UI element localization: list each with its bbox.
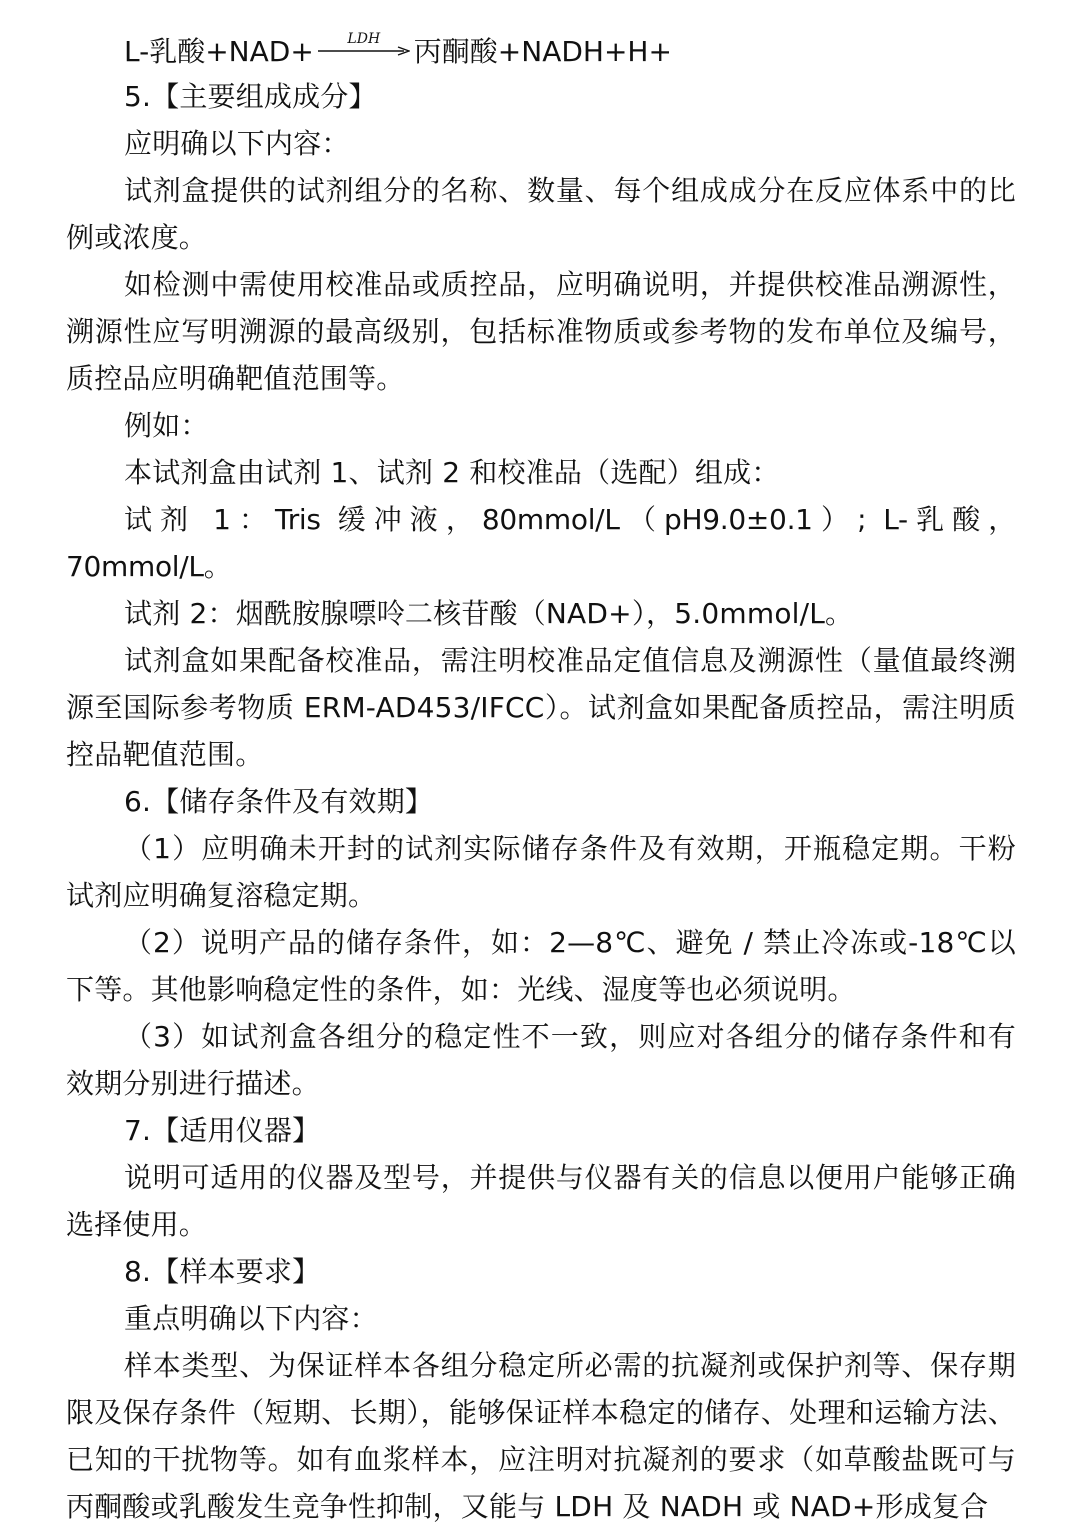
- equation-reactants: L-乳酸+NAD+: [124, 34, 314, 68]
- arrow-label: LDH: [347, 30, 381, 47]
- section-5-heading: 5.【主要组成成分】: [124, 80, 377, 113]
- example-label: 例如：: [124, 409, 209, 442]
- section-5-paragraph-3: 试剂盒如果配备校准品，需注明校准品定值信息及溯源性（量值最终溯源至国际参考物质 ERM-AD453/IFCC）。试剂盒如果配备质控品，需注明质控品靶值范围。: [66, 644, 1016, 771]
- section-8-paragraph-1: 样本类型、为保证样本各组分稳定所必需的抗凝剂或保护剂等、保存期限及保存条件（短期、长期），能够保证样本稳定的储存、处理和运输方法、已知的干扰物等。如有血浆样本，应注明对抗凝剂的要求（如草酸盐既可与丙酮酸或乳酸发生竞争性抑制，又能与 LDH 及 NADH 或 NAD+形成复合: [66, 1349, 1016, 1523]
- section-6-item-3: （3）如试剂盒各组分的稳定性不一致，则应对各组分的储存条件和有效期分别进行描述。: [66, 1020, 1016, 1100]
- section-7-paragraph-1: 说明可适用的仪器及型号，并提供与仪器有关的信息以便用户能够正确选择使用。: [66, 1161, 1016, 1241]
- section-6-item-2: （2）说明产品的储存条件，如：2—8℃、避免 / 禁止冷冻或-18℃以下等。其他影响稳定性的条件，如：光线、湿度等也必须说明。: [66, 926, 1016, 1006]
- section-5-intro: 应明确以下内容：: [124, 127, 350, 160]
- reaction-arrow: [318, 32, 410, 56]
- document-page: [66, 26, 1016, 1530]
- reagent-2-line: 试剂 2：烟酰胺腺嘌呤二核苷酸（NAD+），5.0mmol/L。: [124, 597, 854, 630]
- section-8-heading: 8.【样本要求】: [124, 1255, 321, 1288]
- section-5-paragraph-2: 如检测中需使用校准品或质控品，应明确说明，并提供校准品溯源性，溯源性应写明溯源的最高级别，包括标准物质或参考物的发布单位及编号，质控品应明确靶值范围等。: [66, 268, 1016, 395]
- equation-products: 丙酮酸+NADH+H+: [413, 34, 672, 68]
- section-7-heading: 7.【适用仪器】: [124, 1114, 321, 1147]
- section-6-heading: 6.【储存条件及有效期】: [124, 785, 434, 818]
- reagent-1-line: 试剂 1：Tris 缓冲液，80mmol/L（pH9.0±0.1）; L-乳酸，70mmol/L。: [66, 503, 1016, 583]
- section-8-intro: 重点明确以下内容：: [124, 1302, 378, 1335]
- section-5-paragraph-1: 试剂盒提供的试剂组分的名称、数量、每个组成成分在反应体系中的比例或浓度。: [66, 174, 1016, 254]
- reaction-equation: [66, 26, 1016, 73]
- section-6-item-1: （1）应明确未开封的试剂实际储存条件及有效期，开瓶稳定期。干粉试剂应明确复溶稳定期。: [66, 832, 1016, 912]
- example-line: 本试剂盒由试剂 1、试剂 2 和校准品（选配）组成：: [124, 456, 780, 489]
- right-arrow-icon: [318, 46, 410, 56]
